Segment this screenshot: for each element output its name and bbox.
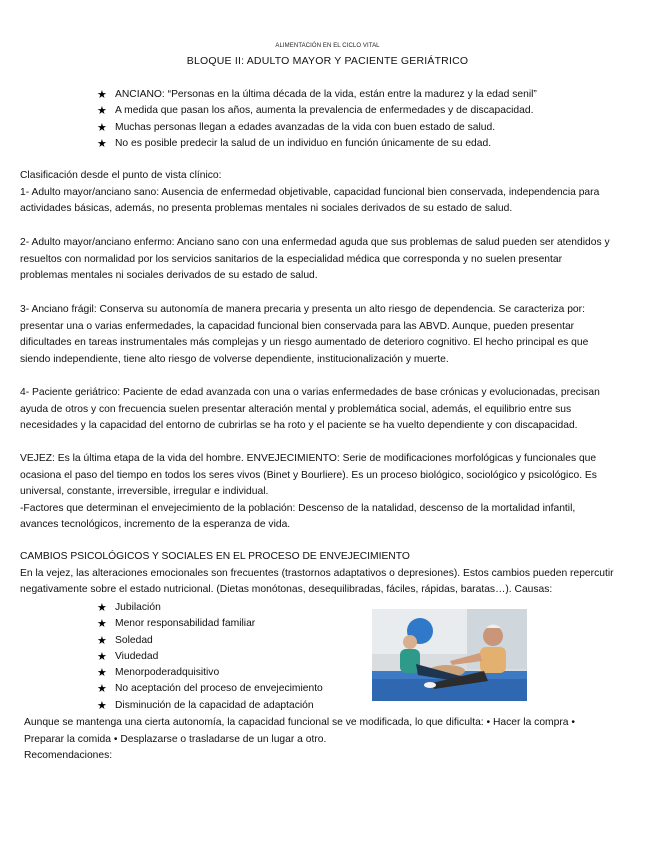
text-line: universal, constante, irreversible, irregular e individual. <box>20 486 269 497</box>
text-line: Aunque se mantenga una cierta autonomía, la capacidad funcional se ve modificada, lo que dificulta: • Hacer la compra • <box>24 717 575 728</box>
elderly-exercise-photo <box>372 609 527 701</box>
list-item: ★ Menorpoderadquisitivo <box>97 665 323 681</box>
star-icon: ★ <box>97 602 107 614</box>
text-line: 4- Paciente geriátrico: Paciente de edad avanzada con una o varias enfermedades de base crónicas y evolucionadas, precisan <box>20 387 600 398</box>
list-item: ★ Disminución de la capacidad de adaptación <box>97 698 323 714</box>
text-line: dificultades en tareas instrumentales más complejas y un riesgo aumentado de deterioro cognitivo. El hecho principal es que <box>20 337 589 348</box>
list-item: ★ Soledad <box>97 633 323 649</box>
text-line: -Factores que determinan el envejecimiento de la población: Descenso de la natalidad, descenso de la mortalidad infantil, <box>20 502 576 514</box>
causes-list <box>97 600 323 714</box>
text-line: En la vejez, las alteraciones emocionales son frecuentes (trastornos adaptativos o depresiones). Estos cambios pueden repercutir <box>20 567 614 579</box>
list-item: ★ ANCIANO: “Personas en la última década de la vida, están entre la madurez y la edad senil” <box>97 87 537 103</box>
section-heading: CAMBIOS PSICOLÓGICOS Y SOCIALES EN EL PROCESO DE ENVEJECIMIENTO <box>20 551 410 562</box>
star-icon: ★ <box>97 89 107 101</box>
text-line: necesidades y la capacidad del entorno de cubrirlas se ha roto y el paciente se ha vuelto dependiente y con discapacidad. <box>20 420 578 431</box>
star-icon: ★ <box>97 667 107 680</box>
page-header: ALIMENTACIÓN EN EL CICLO VITAL <box>275 43 380 49</box>
text-line: ocasiona el paso del tiempo en todos los seres vivos (Binet y Bourliere). Es un proceso biológico, sociológico y psicológico. Es <box>20 469 597 481</box>
text-line: ayuda de otros y con frecuencia suelen presentar alteración mental y problemática social, además, el equilibrio entre sus <box>20 403 572 415</box>
star-icon: ★ <box>97 105 107 118</box>
text-line: Preparar la comida • Desplazarse o trasladarse de un lugar a otro. <box>24 733 327 745</box>
changes-block <box>20 549 640 599</box>
text-line: negativamente sobre el estado nutricional. (Dietas monótonas, desequilibradas, fáciles, rápidas, baratas…). Causas: <box>20 584 553 595</box>
text-line: avances tecnológicos, incremento de la esperanza de vida. <box>20 519 291 530</box>
recommendations-heading: Recomendaciones: <box>24 750 113 761</box>
list-item: ★ Muchas personas llegan a edades avanzadas de la vida con buen estado de salud. <box>97 120 537 136</box>
star-icon: ★ <box>97 137 107 150</box>
list-item: ★ No es posible predecir la salud de un individuo en función únicamente de su edad. <box>97 136 537 152</box>
text-line: 1- Adulto mayor/anciano sano: Ausencia de enfermedad objetivable, capacidad funcional bien conservada, independencia para <box>20 186 600 198</box>
list-item: ★ Viudedad <box>97 649 323 665</box>
list-item: ★ No aceptación del proceso de envejecimiento <box>97 681 323 697</box>
classification-item-2 <box>20 235 640 285</box>
text-line: 2- Adulto mayor/anciano enfermo: Anciano sano con una enfermedad aguda que sus problemas de salud pueden ser atendidos y <box>20 237 610 248</box>
classification-item-3 <box>20 302 640 368</box>
list-item: ★ A medida que pasan los años, aumenta la prevalencia de enfermedades y de discapacidad. <box>97 103 537 119</box>
star-icon: ★ <box>97 683 107 696</box>
text-line: problemas mentales ni sociales derivados de su estado de salud. <box>20 270 318 281</box>
text-line: siendo independiente, tiene alto riesgo de volverse dependiente, institucionalización y muerte. <box>20 353 449 365</box>
star-icon: ★ <box>97 634 107 647</box>
intro-bullet-list <box>97 87 537 152</box>
star-icon: ★ <box>97 121 107 134</box>
classification-item-4 <box>20 385 640 435</box>
text-line: actividades básicas, además, no presenta problemas mentales ni sociales derivados de su estado de salud. <box>20 203 513 214</box>
classification-heading: Clasificación desde el punto de vista clínico: <box>20 170 222 181</box>
list-item: ★ Menor responsabilidad familiar <box>97 616 323 632</box>
star-icon: ★ <box>97 650 107 663</box>
vejez-block <box>20 451 640 534</box>
text-line: VEJEZ: Es la última etapa de la vida del hombre. ENVEJECIMIENTO: Serie de modificaciones morfológicas y funcionales que <box>20 453 597 464</box>
text-line: presentar una o varias enfermedades, la capacidad funcional bien conservada para las ABVD. Aunque, pueden presentar <box>20 320 575 332</box>
star-icon: ★ <box>97 699 107 712</box>
list-item: ★ Jubilación <box>97 600 323 616</box>
text-line: resueltos con normalidad por los servicios sanitarios de la especialidad médica que corresponda y no suelen presentar <box>20 253 563 265</box>
page-title: BLOQUE II: ADULTO MAYOR Y PACIENTE GERIÁTRICO <box>186 55 469 67</box>
classification-block <box>20 168 640 218</box>
star-icon: ★ <box>97 618 107 631</box>
after-block <box>24 715 644 765</box>
text-line: 3- Anciano frágil: Conserva su autonomía de manera precaria y presenta un alto riesgo de dependencia. Se caracteriza por: <box>20 304 585 315</box>
